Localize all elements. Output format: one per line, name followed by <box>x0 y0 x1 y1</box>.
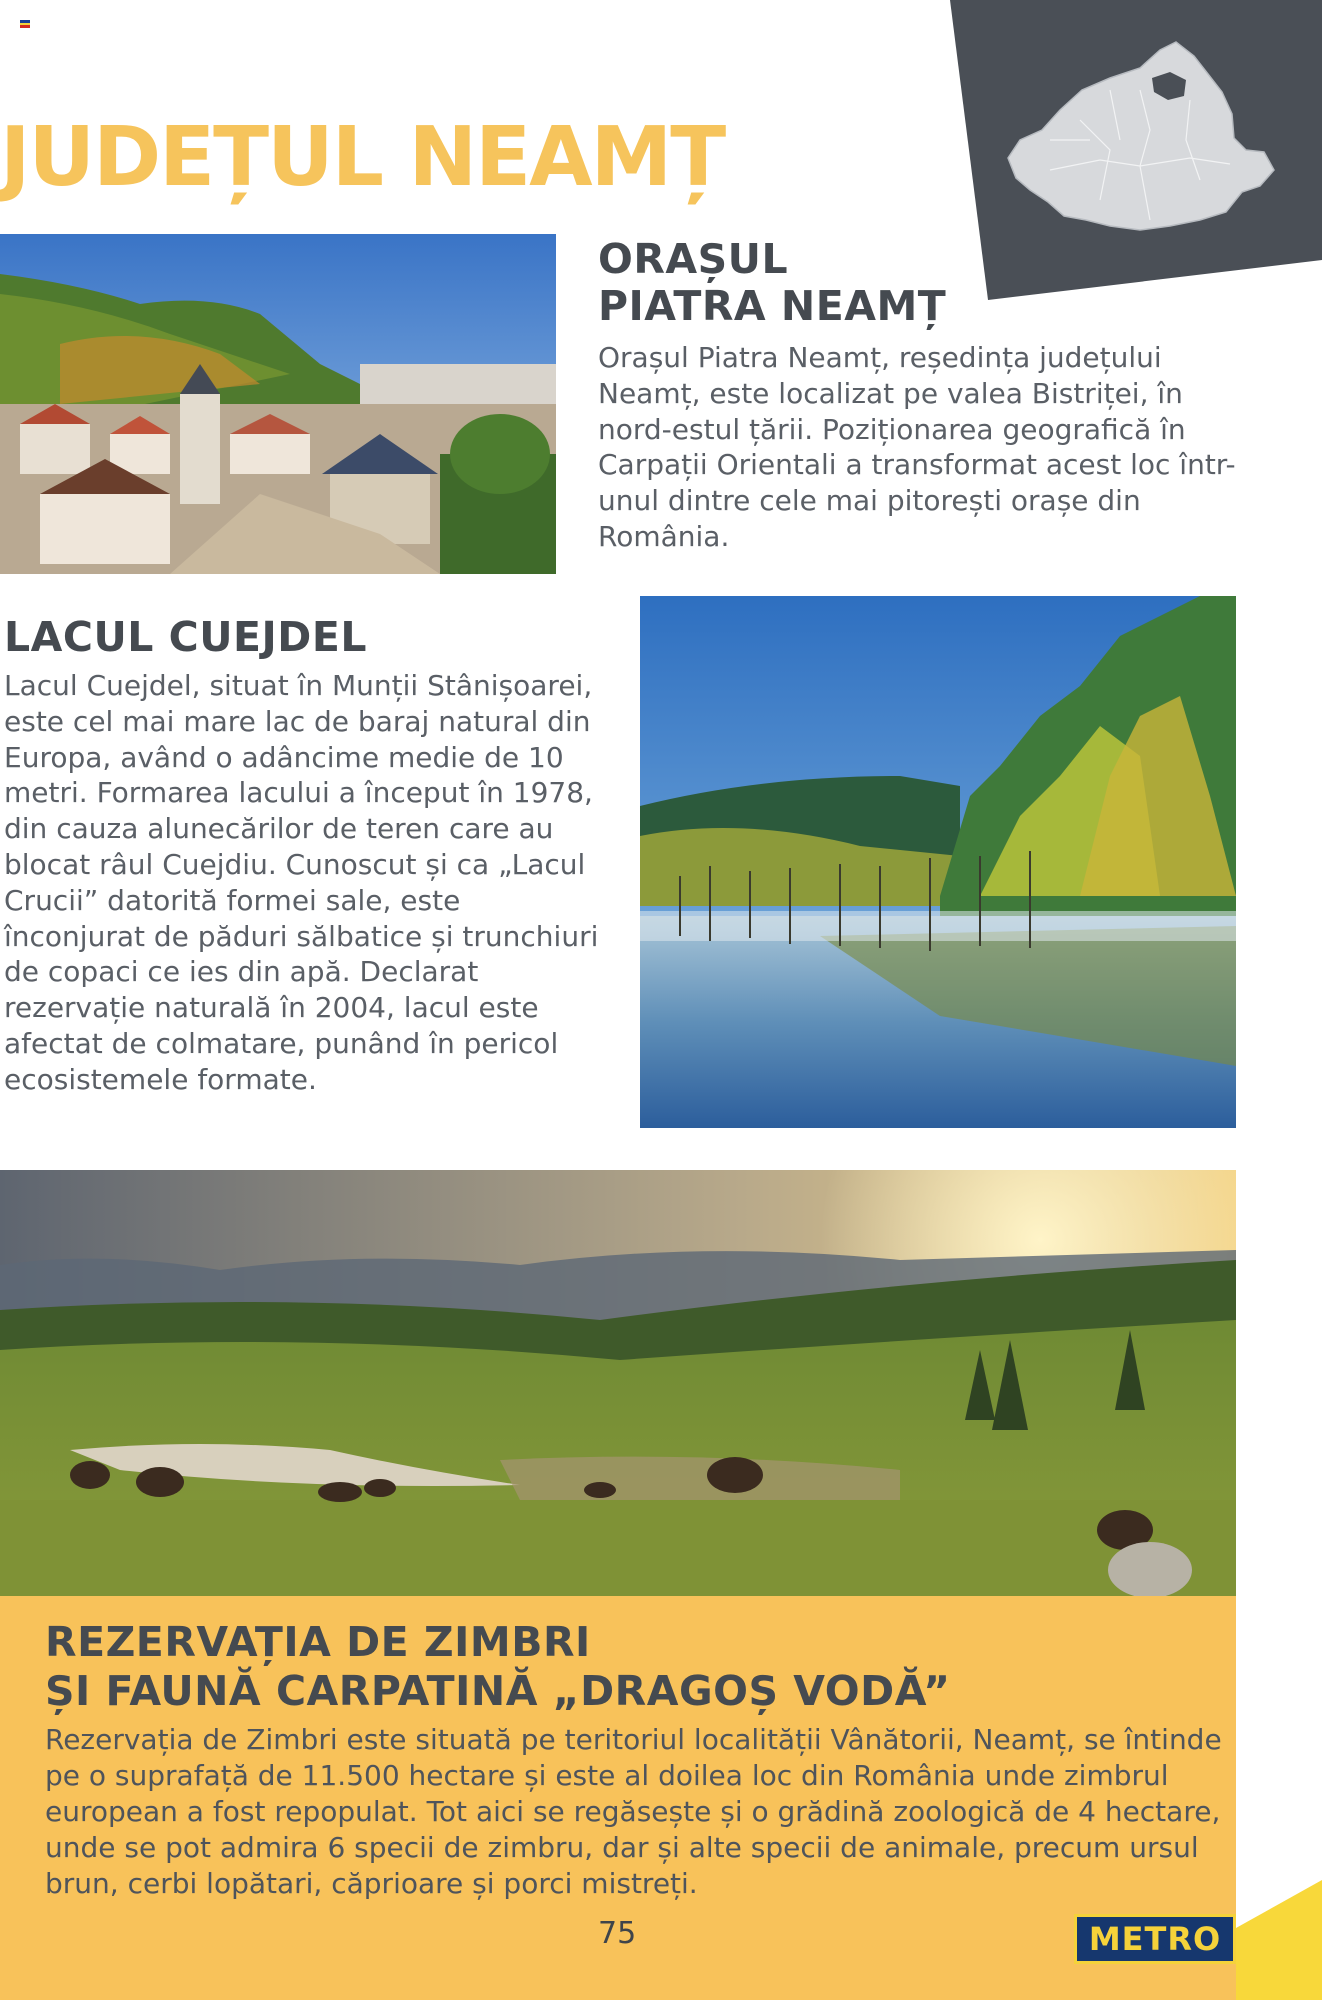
piatra-neamt-title-line2: PIATRA NEAMȚ <box>598 282 947 330</box>
corner-accent <box>1236 1880 1322 2000</box>
piatra-neamt-title-line1: ORAȘUL <box>598 235 789 283</box>
zimbri-title <box>45 1618 951 1716</box>
flag-icon <box>20 20 30 28</box>
cuejdel-lake-photo <box>640 596 1236 1128</box>
metro-logo: METRO <box>1074 1914 1236 1964</box>
page-title: JUDEȚUL NEAMȚ <box>0 110 725 205</box>
zimbri-text: Rezervația de Zimbri este situată pe teritoriul localității Vânătorii, Neamț, se întinde pe o suprafață de 11.500 hectare și este al doilea loc din România unde zimbrul european a fost repopulat. Tot aici se regăsește și o grădină zoologică de 4 hectare, unde se pot admira 6 specii de zimbru, dar și alte specii de animale, precum ursul brun, cerbi lopătari, căprioare și porci mistreți. <box>45 1723 1222 1900</box>
piatra-neamt-title <box>598 236 946 330</box>
bison-reserve-photo <box>0 1170 1236 1596</box>
zimbri-title-line1: REZERVAȚIA DE ZIMBRI <box>45 1618 591 1666</box>
piatra-neamt-photo <box>0 234 556 574</box>
cuejdel-title: LACUL CUEJDEL <box>4 613 367 661</box>
romania-map-panel <box>950 0 1322 300</box>
zimbri-title-line2: ȘI FAUNĂ CARPATINĂ „DRAGOȘ VODĂ” <box>45 1667 951 1715</box>
piatra-neamt-text: Orașul Piatra Neamț, reședința județului Neamț, este localizat pe valea Bistriței, în nord-estul țării. Poziționarea geografică în Carpații Orientali a transformat acest loc într-unul dintre cele mai pitorești orașe din România. <box>598 341 1236 553</box>
romania-map-icon <box>990 30 1290 250</box>
page-number: 75 <box>598 1916 637 1951</box>
cuejdel-text: Lacul Cuejdel, situat în Munții Stânișoarei, este cel mai mare lac de baraj natural din Europa, având o adâncime medie de 10 metri. Formarea lacului a început în 1978, din cauza alunecărilor de teren care au blocat râul Cuejdiu. Cunoscut și ca „Lacul Crucii” datorită formei sale, este înconjurat de păduri sălbatice și trunchiuri de copaci ce ies din apă. Declarat rezervație naturală în 2004, lacul este afectat de colmatare, punând în pericol ecosistemele formate. <box>4 669 599 1096</box>
